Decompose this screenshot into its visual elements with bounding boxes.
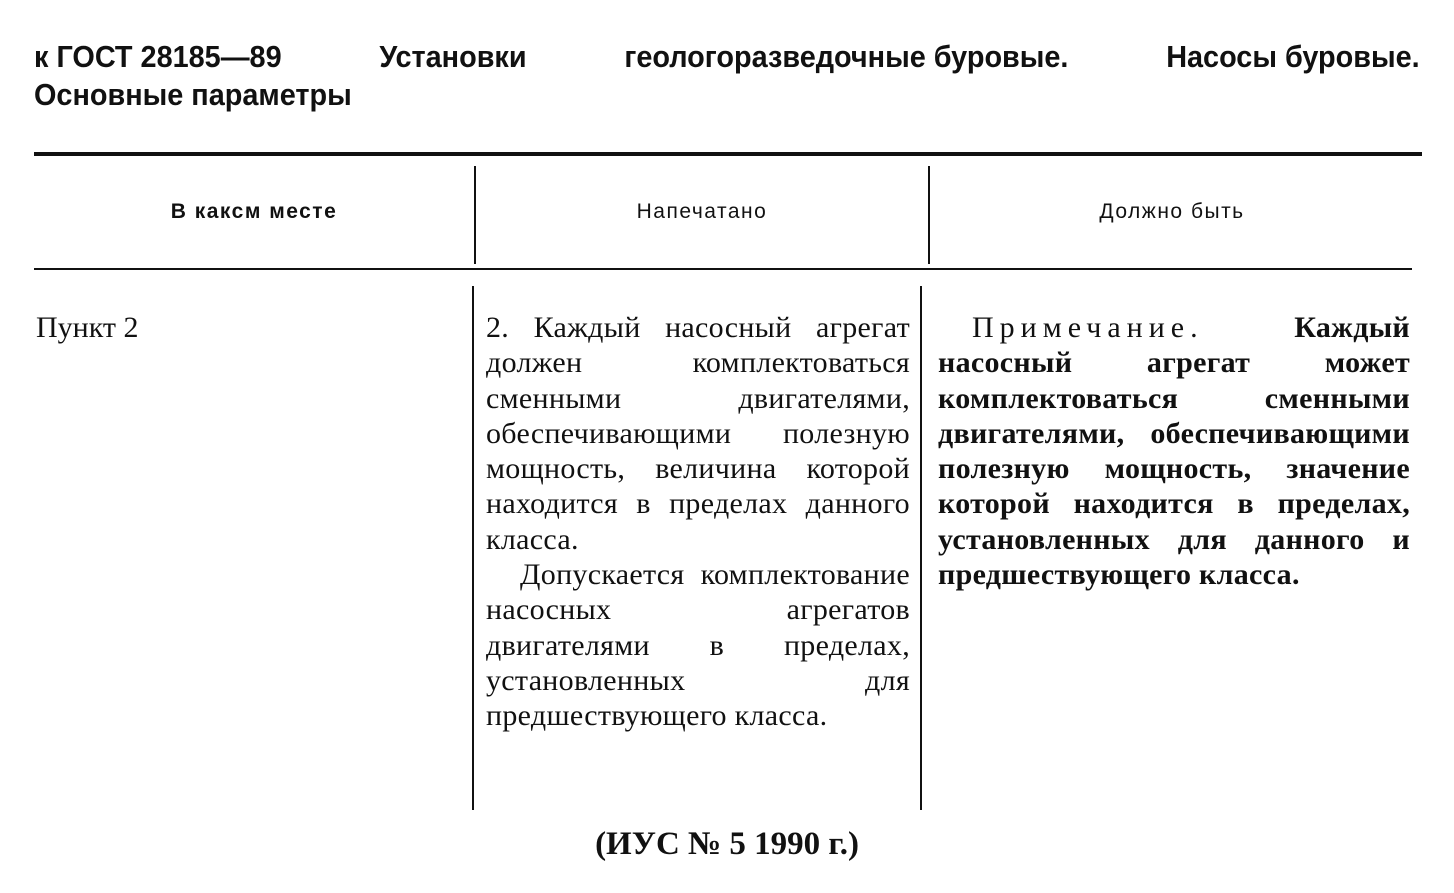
amendment-title (34, 38, 1420, 114)
note-label: Примечание. (972, 311, 1204, 344)
title-word-3: Насосы буровые. (1166, 39, 1420, 74)
printed-paragraph-1: 2. Каждый насосный агрегат должен комплектоваться сменными двигателями, обеспечивающими полезную мощность, величина которой находится в пределах данного класса. (486, 311, 910, 556)
header-bottom-rule (34, 268, 1412, 270)
cell-printed (486, 310, 910, 734)
standard-number: к ГОСТ 28185—89 (34, 39, 282, 74)
column-header-printed: Напечатано (636, 200, 768, 223)
should-be-paragraph (938, 310, 1410, 592)
table-top-rule (34, 152, 1422, 156)
amendment-title-line-2: Основные параметры (34, 77, 352, 112)
title-word-1: Установки (379, 39, 527, 74)
printed-paragraph-2: Допускается комплектование насосных агрегатов двигателями в пределах, установленных для предшествующего класса. (486, 558, 910, 733)
title-word-2: геологоразведочные буровые. (624, 39, 1069, 74)
column-header-should-be: Должно быть (1099, 200, 1245, 223)
cell-place: Пункт 2 (36, 311, 139, 344)
column-header-place: В каксм месте (170, 200, 338, 223)
body-divider-1 (472, 286, 474, 810)
note-text: Каждый насосный агрегат может комплектоваться сменными двигателями, обеспечивающими полезную мощность, значение которой находится в пределах, установленных для данного и предшествующего класса. (938, 311, 1410, 592)
amendment-title-line-1 (34, 38, 1420, 76)
source-reference: (ИУС № 5 1990 г.) (595, 826, 859, 862)
cell-should-be (938, 310, 1410, 592)
body-divider-2 (920, 286, 922, 810)
